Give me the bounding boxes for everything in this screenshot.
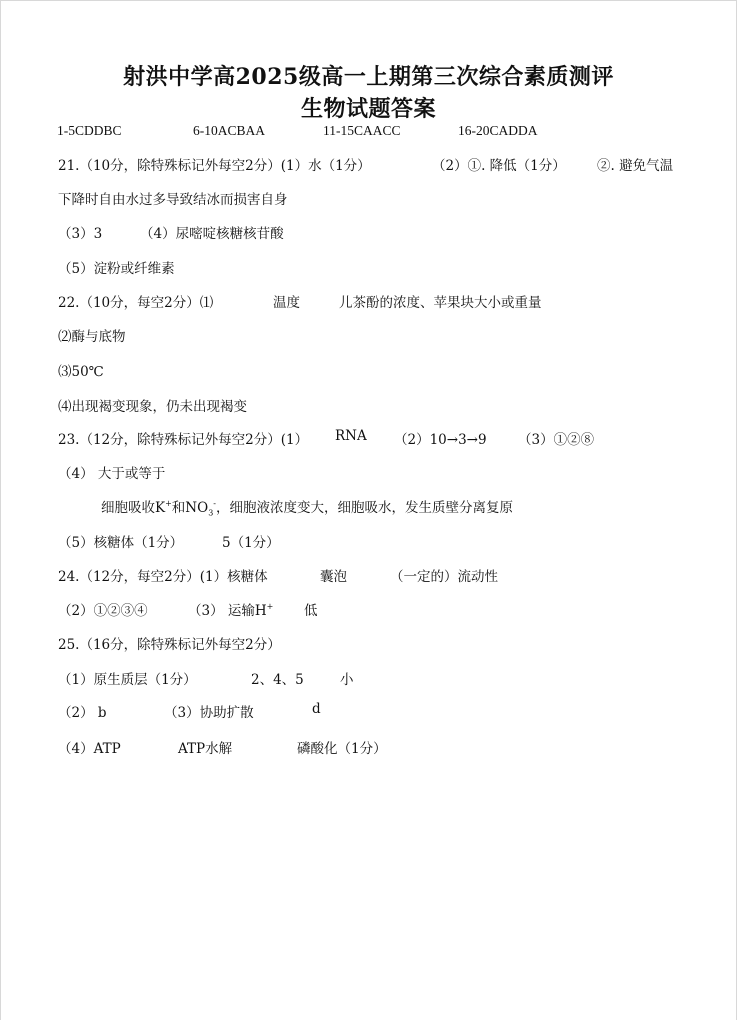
nitrate-charge: - xyxy=(213,499,216,508)
hydrogen-ion-charge: + xyxy=(266,602,274,611)
q23-heading: 23.（12分，除特殊标记外每空2分）(1） xyxy=(58,432,309,448)
q22-answer-2: ⑵酶与底物 xyxy=(58,329,126,345)
q25-heading: 25.（16分，除特殊标记外每空2分） xyxy=(58,637,281,653)
q23-answer-4: （4） 大于或等于 xyxy=(58,466,166,482)
q24-answer-3 xyxy=(188,599,273,619)
q21-answer-3: （3）3 xyxy=(58,226,103,242)
q22-answer-1b: 儿茶酚的浓度、苹果块大小或重量 xyxy=(339,295,542,311)
q24-answer-3b: 低 xyxy=(304,603,318,619)
q25-answer-4b: ATP水解 xyxy=(178,741,233,757)
nitrate-subscript: 3 xyxy=(208,508,214,518)
q24-answer-2: （2）①②③④ xyxy=(58,603,148,619)
q23-answer-3: （3）①②⑧ xyxy=(518,432,595,448)
q25-answer-3a: （3）协助扩散 xyxy=(164,705,254,721)
q24-answer-1b: 囊泡 xyxy=(320,569,347,585)
q25-answer-1a: （1）原生质层（1分） xyxy=(58,672,197,688)
q25-answer-4c: 磷酸化（1分） xyxy=(297,741,387,757)
mc-answer-group: 1-5CDDBC xyxy=(57,123,122,138)
q23-explanation-part: ，细胞液浓度变大，细胞吸水，发生质壁分离复原 xyxy=(215,500,513,516)
q22-answer-3: ⑶50℃ xyxy=(58,364,104,380)
q25-answer-4a: （4）ATP xyxy=(58,741,121,757)
q25-answer-2: （2） b xyxy=(58,705,107,721)
q25-answer-3b: d xyxy=(312,701,321,717)
q24-answer-3-text: （3） 运输H xyxy=(188,603,267,619)
q23-explanation-part: 细胞吸收K xyxy=(101,500,166,516)
q24-answer-1c: （一定的）流动性 xyxy=(390,569,498,585)
page-border-top xyxy=(0,0,737,1)
q22-answer-4: ⑷出现褐变现象，仍未出现褐变 xyxy=(58,399,247,415)
mc-answer-group: 11-15CAACC xyxy=(323,123,401,138)
q23-answer-1: RNA xyxy=(335,428,367,444)
q23-answer-2: （2）10→3→9 xyxy=(394,432,487,448)
q21-answer-5: （5）淀粉或纤维素 xyxy=(58,261,175,277)
document-subtitle: 生物试题答案 xyxy=(300,96,436,122)
document-title: 射洪中学高2025级高一上期第三次综合素质测评 xyxy=(123,64,614,90)
q23-answer-5b: 5（1分） xyxy=(222,535,280,551)
q22-heading: 22.（10分，每空2分）⑴ xyxy=(58,295,214,311)
q25-answer-1c: 小 xyxy=(340,672,354,688)
k-ion-charge: + xyxy=(165,499,172,508)
mc-answer-group: 6-10ACBAA xyxy=(193,123,266,138)
q23-answer-4-explanation xyxy=(101,496,513,518)
mc-answer-group: 16-20CADDA xyxy=(458,123,538,138)
q21-answer-4: （4）尿嘧啶核糖核苷酸 xyxy=(140,226,284,242)
q21-heading: 21.（10分，除特殊标记外每空2分）(1）水（1分） xyxy=(58,158,371,174)
q21-answer-2b: ②. 避免气温 xyxy=(597,158,674,174)
page-border-left xyxy=(0,0,1,1020)
q23-answer-5a: （5）核糖体（1分） xyxy=(58,535,184,551)
q22-answer-1a: 温度 xyxy=(273,295,300,311)
q24-heading: 24.（12分，每空2分）(1）核糖体 xyxy=(58,569,268,585)
q25-answer-1b: 2、4、5 xyxy=(251,672,304,688)
q23-explanation-part: 和NO xyxy=(171,500,209,516)
q21-answer-2a: （2）①. 降低（1分） xyxy=(432,158,566,174)
q21-answer-2c: 下降时自由水过多导致结冰而损害自身 xyxy=(58,192,288,208)
